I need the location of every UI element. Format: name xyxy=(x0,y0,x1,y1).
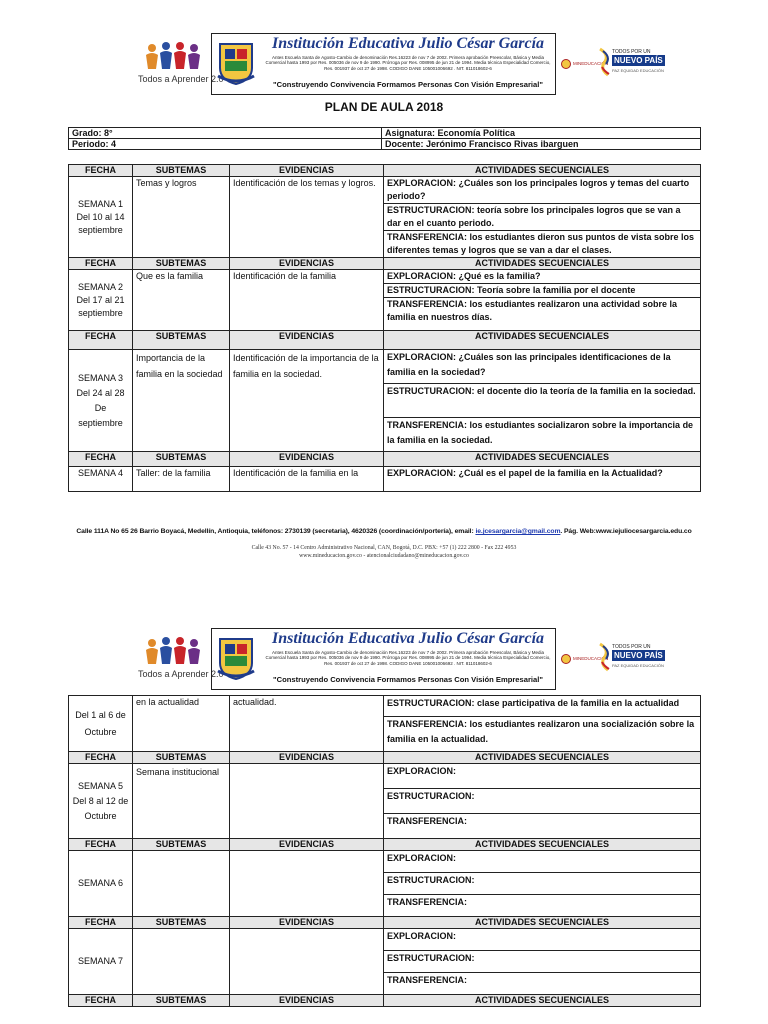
table-header-row xyxy=(69,165,701,177)
table-header-row xyxy=(69,331,701,350)
col-evidencias: EVIDENCIAS xyxy=(230,258,384,270)
colombia-shield-icon xyxy=(561,59,571,69)
table-row xyxy=(69,350,701,384)
col-fecha: FECHA xyxy=(69,331,133,350)
col-evidencias: EVIDENCIAS xyxy=(230,917,384,929)
exploration-cell: EXPLORACION: ¿Qué es la familia? xyxy=(384,270,701,284)
flag-swoosh-icon xyxy=(598,47,612,77)
transfer-cell: TRANSFERENCIA: xyxy=(384,973,701,995)
week-cell: SEMANA 6 xyxy=(69,851,133,917)
exploration-cell: EXPLORACION: ¿Cuáles son las principales identificaciones de la familia en la sociedad? xyxy=(384,350,701,384)
col-actividades: ACTIVIDADES SECUENCIALES xyxy=(384,995,701,1007)
transfer-cell: TRANSFERENCIA: xyxy=(384,814,701,839)
col-actividades: ACTIVIDADES SECUENCIALES xyxy=(384,331,701,350)
footer-web: . Pág. Web:www.iejuliocesargarcia.edu.co xyxy=(560,528,692,535)
npais-line3: PAZ EQUIDAD EDUCACIÓN xyxy=(612,68,664,73)
evidence-cell: Identificación de la importancia de la familia en la sociedad. xyxy=(230,350,384,452)
evidence-cell xyxy=(230,851,384,917)
col-evidencias: EVIDENCIAS xyxy=(230,839,384,851)
col-evidencias: EVIDENCIAS xyxy=(230,752,384,764)
evidence-cell: Identificación de la familia en la xyxy=(230,467,384,492)
people-figures-icon xyxy=(144,41,200,73)
institution-motto: "Construyendo Convivencia Formamos Personas Con Visión Empresarial" xyxy=(273,675,543,684)
todos-a-aprender-logo xyxy=(138,636,224,688)
todos-logo-text: Todos a Aprender 2.0 xyxy=(138,669,224,679)
subject-cell: Asignatura: Economía Política xyxy=(382,128,701,139)
evidence-cell xyxy=(230,764,384,839)
colombia-shield-icon xyxy=(561,654,571,664)
institution-name: Institución Educativa Julio César García xyxy=(271,35,545,52)
col-actividades: ACTIVIDADES SECUENCIALES xyxy=(384,452,701,467)
transfer-cell: TRANSFERENCIA: los estudiantes realizaron una actividad sobre la familia en nuestros días. xyxy=(384,298,701,331)
evidence-cell xyxy=(230,929,384,995)
exploration-cell: EXPLORACION: xyxy=(384,851,701,873)
table-header-row xyxy=(69,452,701,467)
exploration-cell: EXPLORACION: xyxy=(384,929,701,951)
col-subtemas: SUBTEMAS xyxy=(133,258,230,270)
col-fecha: FECHA xyxy=(69,452,133,467)
subtopic-cell: Que es la familia xyxy=(133,270,230,331)
week-cell: SEMANA 7 xyxy=(69,929,133,995)
todos-a-aprender-logo xyxy=(138,41,224,93)
subtopic-cell xyxy=(133,851,230,917)
ministry-line1: Calle 43 No. 57 - 14 Centro Administrativo Nacional, CAN, Bogotá, D.C. PBX: +57 (1) 222 2800 - Fax 222 4953 xyxy=(251,545,517,551)
ministry-footer xyxy=(0,544,768,560)
npais-line1: TODOS POR UN xyxy=(612,644,651,650)
exploration-cell: EXPLORACION: ¿Cuáles son los principales logros y temas del cuarto periodo? xyxy=(384,177,701,204)
transfer-cell: TRANSFERENCIA: los estudiantes realizaron una socialización sobre la familia en la actualidad. xyxy=(384,717,701,752)
col-fecha: FECHA xyxy=(69,165,133,177)
table-header-row xyxy=(69,995,701,1007)
transfer-cell: TRANSFERENCIA: los estudiantes dieron sus puntos de vista sobre los diferentes temas y logros que se van a dar el clases. xyxy=(384,231,701,258)
structuring-cell: ESTRUCTURACION: el docente dio la teoría de la familia en la sociedad. xyxy=(384,384,701,418)
table-row xyxy=(69,696,701,717)
transfer-cell: TRANSFERENCIA: xyxy=(384,895,701,917)
institution-motto: "Construyendo Convivencia Formamos Personas Con Visión Empresarial" xyxy=(273,80,543,89)
col-actividades: ACTIVIDADES SECUENCIALES xyxy=(384,258,701,270)
week-cell: SEMANA 5 Del 8 al 12 de Octubre xyxy=(69,764,133,839)
col-subtemas: SUBTEMAS xyxy=(133,165,230,177)
school-address-footer xyxy=(0,528,768,535)
flag-swoosh-icon xyxy=(598,642,612,672)
todos-logo-text: Todos a Aprender 2.0 xyxy=(138,74,224,84)
school-crest-icon xyxy=(216,42,256,86)
grade-cell: Grado: 8° xyxy=(69,128,382,139)
evidence-cell: actualidad. xyxy=(230,696,384,752)
ministry-line2: www.mineducacion.gov.co - atencionalciudadano@mineducacion.gov.co xyxy=(299,553,469,559)
col-evidencias: EVIDENCIAS xyxy=(230,452,384,467)
structuring-cell: ESTRUCTURACION: clase participativa de la familia en la actualidad xyxy=(384,696,701,717)
col-subtemas: SUBTEMAS xyxy=(133,917,230,929)
week-cell: Del 1 al 6 de Octubre xyxy=(69,696,133,752)
col-actividades: ACTIVIDADES SECUENCIALES xyxy=(384,752,701,764)
institution-header-box xyxy=(211,628,556,690)
table-row xyxy=(69,177,701,204)
week-cell: SEMANA 4 xyxy=(69,467,133,492)
nuevo-pais-logo xyxy=(598,638,664,682)
structuring-cell: ESTRUCTURACION: xyxy=(384,789,701,814)
structuring-cell: ESTRUCTURACION: Teoría sobre la familia por el docente xyxy=(384,284,701,298)
table-header-row xyxy=(69,752,701,764)
teacher-cell: Docente: Jerónimo Francisco Rivas ibarguen xyxy=(382,139,701,150)
plan-title: PLAN DE AULA 2018 xyxy=(324,100,444,114)
period-cell: Periodo: 4 xyxy=(69,139,382,150)
course-info-table xyxy=(68,127,701,150)
mineducacion-text: MINEDUCACIÓN xyxy=(573,61,609,66)
col-actividades: ACTIVIDADES SECUENCIALES xyxy=(384,165,701,177)
page1-header xyxy=(0,33,768,103)
col-fecha: FECHA xyxy=(69,917,133,929)
evidence-cell: Identificación de los temas y logros. xyxy=(230,177,384,258)
subtopic-cell: Temas y logros xyxy=(133,177,230,258)
structuring-cell: ESTRUCTURACION: xyxy=(384,951,701,973)
col-subtemas: SUBTEMAS xyxy=(133,331,230,350)
col-fecha: FECHA xyxy=(69,839,133,851)
mineducacion-logo xyxy=(561,652,609,666)
col-evidencias: EVIDENCIAS xyxy=(230,165,384,177)
mineducacion-text: MINEDUCACIÓN xyxy=(573,656,609,661)
col-subtemas: SUBTEMAS xyxy=(133,995,230,1007)
npais-line2: NUEVO PAÍS xyxy=(614,651,663,660)
footer-address: Calle 111A No 65 26 Barrio Boyacá, Medellín, Antioquia, teléfonos: 2730139 (secretaria), 4620326 (coordinación/portería), email: xyxy=(76,528,474,535)
npais-line1: TODOS POR UN xyxy=(612,49,651,55)
subtopic-cell: Taller: de la familia xyxy=(133,467,230,492)
npais-line3: PAZ EQUIDAD EDUCACIÓN xyxy=(612,663,664,668)
col-actividades: ACTIVIDADES SECUENCIALES xyxy=(384,839,701,851)
institution-details: Antes Escuela Santa de Agosto-Cambio de denominación Res.16223 de nov 7 de 2002. Primera aprobación Preescolar, Básica y Media Comercial hasta 1993 por Res. 005036 de nov 9 de 1990. Prórroga por Res. 008995 de jun 21 de 1994. Media técnica Especialidad Comercio, Res. 001937 de oct 27 de 1998. CODIGO DANE 105001006692 . NIT. 811018602-6 xyxy=(265,650,551,666)
subtopic-cell: en la actualidad xyxy=(133,696,230,752)
col-fecha: FECHA xyxy=(69,752,133,764)
nuevo-pais-logo xyxy=(598,43,664,87)
col-evidencias: EVIDENCIAS xyxy=(230,331,384,350)
week-cell: SEMANA 3 Del 24 al 28 De septiembre xyxy=(69,350,133,452)
evidence-cell: Identificación de la familia xyxy=(230,270,384,331)
institution-details: Antes Escuela Santa de Agosto-Cambio de denominación Res.16223 de nov 7 de 2002. Primera aprobación Preescolar, Básica y Media Comercial hasta 1993 por Res. 005036 de nov 9 de 1990. Prórroga por Res. 008995 de jun 21 de 1994. Media técnica Especialidad Comercio, Res. 001937 de oct 27 de 1998. CODIGO DANE 105001006692 . NIT. 811018602-6 xyxy=(265,55,551,71)
school-crest-icon xyxy=(216,637,256,681)
week-cell: SEMANA 1 Del 10 al 14 septiembre xyxy=(69,177,133,258)
mineducacion-logo xyxy=(561,57,609,71)
table-header-row xyxy=(69,258,701,270)
week-cell: SEMANA 2 Del 17 al 21 septiembre xyxy=(69,270,133,331)
people-figures-icon xyxy=(144,636,200,668)
activities-table-page1 xyxy=(68,164,701,492)
footer-email-link[interactable]: ie.jcesargarcia@gmail.com xyxy=(475,528,561,535)
subtopic-cell: Semana institucional xyxy=(133,764,230,839)
col-evidencias: EVIDENCIAS xyxy=(230,995,384,1007)
col-subtemas: SUBTEMAS xyxy=(133,452,230,467)
exploration-cell: EXPLORACION: ¿Cuál es el papel de la familia en la Actualidad? xyxy=(384,467,701,492)
table-row xyxy=(69,270,701,284)
institution-name: Institución Educativa Julio César García xyxy=(271,630,545,647)
subtopic-cell: Importancia de la familia en la sociedad xyxy=(133,350,230,452)
table-row xyxy=(69,467,701,492)
activities-table-page2 xyxy=(68,695,701,1007)
page2-header xyxy=(0,628,768,698)
col-fecha: FECHA xyxy=(69,258,133,270)
table-header-row xyxy=(69,839,701,851)
table-row xyxy=(69,764,701,789)
col-actividades: ACTIVIDADES SECUENCIALES xyxy=(384,917,701,929)
npais-line2: NUEVO PAÍS xyxy=(614,56,663,65)
subtopic-cell xyxy=(133,929,230,995)
transfer-cell: TRANSFERENCIA: los estudiantes socializaron sobre la importancia de la familia en la sociedad. xyxy=(384,418,701,452)
institution-header-box xyxy=(211,33,556,95)
col-fecha: FECHA xyxy=(69,995,133,1007)
col-subtemas: SUBTEMAS xyxy=(133,752,230,764)
table-row xyxy=(69,851,701,873)
structuring-cell: ESTRUCTURACION: teoría sobre los principales logros que se van a dar en el cuanto periodo. xyxy=(384,204,701,231)
col-subtemas: SUBTEMAS xyxy=(133,839,230,851)
table-header-row xyxy=(69,917,701,929)
structuring-cell: ESTRUCTURACION: xyxy=(384,873,701,895)
table-row xyxy=(69,929,701,951)
exploration-cell: EXPLORACION: xyxy=(384,764,701,789)
